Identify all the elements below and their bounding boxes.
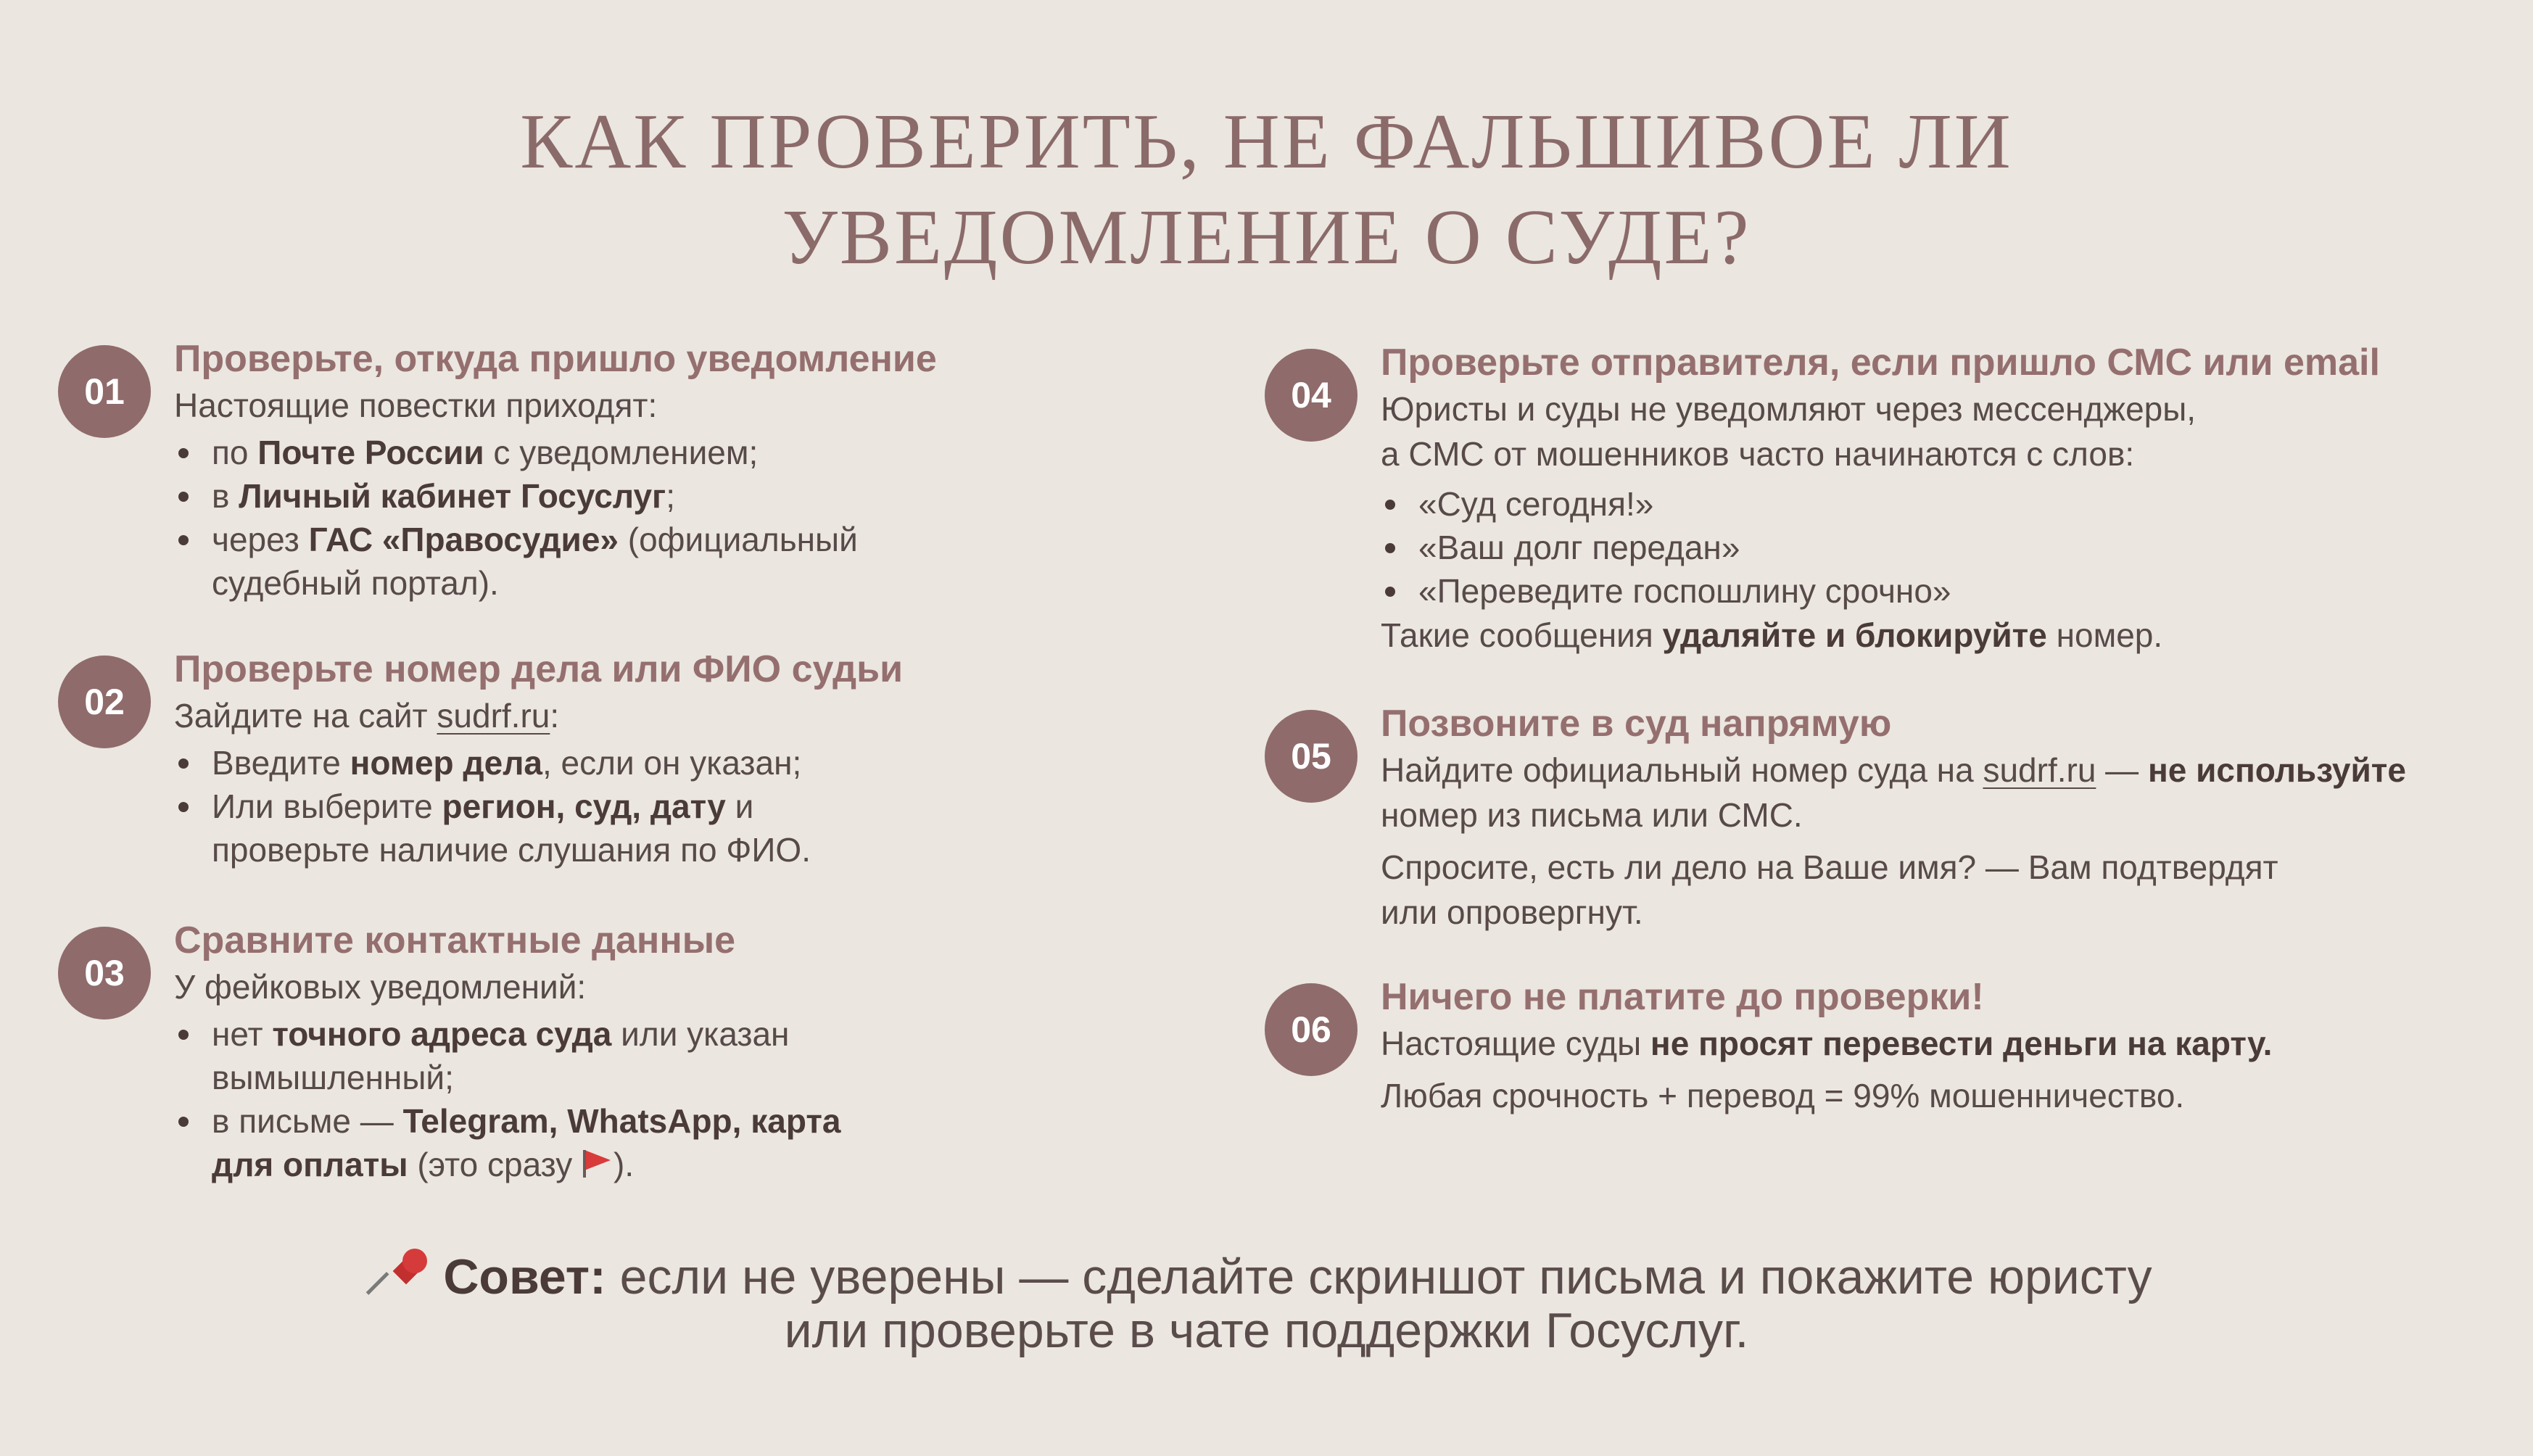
step-text-line: Настоящие суды не просят перевести деньги на карту.: [1381, 1025, 2273, 1062]
step-heading: Сравните контактные данные: [174, 919, 736, 961]
step-text-line: Найдите официальный номер суда на sudrf.ru — не используйте: [1381, 751, 2406, 789]
step-heading: Проверьте, откуда пришло уведомление: [174, 338, 937, 380]
step-text-line: а СМС от мошенников часто начинаются с слов:: [1381, 435, 2135, 473]
red-flag-icon: [582, 1149, 613, 1178]
bullet-list: [1381, 482, 2380, 613]
list-item: по Почте России с уведомлением;: [174, 431, 937, 474]
step-number-badge: 03: [58, 927, 151, 1019]
step-number-badge: 04: [1265, 349, 1358, 442]
list-item: Или выберите регион, суд, дату и проверьте наличие слушания по ФИО.: [174, 785, 903, 872]
step-text-line: Спросите, есть ли дело на Ваше имя? — Вам подтвердят: [1381, 848, 2278, 886]
bullet-list: [174, 741, 903, 872]
tip-line-2: или проверьте в чате поддержки Госуслуг.: [784, 1303, 1749, 1358]
step-content: [1381, 973, 2272, 1118]
sudrf-link[interactable]: sudrf.ru: [1983, 751, 2096, 789]
step-number-badge: 05: [1265, 710, 1358, 803]
step-heading: Проверьте номер дела или ФИО судьи: [174, 648, 904, 690]
step-text-line: Любая срочность + перевод = 99% мошенничество.: [1381, 1077, 2185, 1114]
step-content: [1381, 339, 2380, 658]
step-number-badge: 01: [58, 345, 151, 438]
list-item: «Ваш долг передан»: [1381, 526, 2380, 569]
tip-line-1: Совет: если не уверены — сделайте скриншот письма и покажите юристу: [0, 1246, 2533, 1304]
step-content: [1381, 700, 2406, 935]
step-heading: Позвоните в суд напрямую: [1381, 703, 1892, 745]
tip-block: [0, 1246, 2533, 1357]
step-content: [174, 335, 937, 605]
tip-label: Совет:: [443, 1249, 606, 1304]
step-intro: Зайдите на сайт sudrf.ru:: [174, 697, 560, 735]
page-title-line-2: УВЕДОМЛЕНИЕ О СУДЕ?: [782, 194, 1751, 281]
sudrf-link[interactable]: sudrf.ru: [437, 697, 550, 735]
step-heading: Ничего не платите до проверки!: [1381, 976, 1984, 1018]
step-intro: Настоящие повестки приходят:: [174, 386, 658, 424]
step-intro: У фейковых уведомлений:: [174, 968, 587, 1006]
bullet-list: [174, 431, 937, 605]
step-heading: Проверьте отправителя, если пришло СМС или email: [1381, 342, 2380, 384]
step-content: [174, 917, 840, 1186]
page-title: [0, 94, 2533, 286]
step-text-line: Юристы и суды не уведомляют через мессенджеры,: [1381, 390, 2197, 428]
step-number-badge: 06: [1265, 983, 1358, 1076]
list-item: в Личный кабинет Госуслуг;: [174, 474, 937, 518]
list-item: в письме — Telegram, WhatsApp, карта для оплаты (это сразу ).: [174, 1099, 840, 1186]
list-item: Введите номер дела, если он указан;: [174, 741, 903, 785]
bullet-list: [174, 1012, 840, 1186]
list-item: нет точного адреса суда или указан вымышленный;: [174, 1012, 840, 1099]
step-number-badge: 02: [58, 655, 151, 748]
page-title-line-1: КАК ПРОВЕРИТЬ, НЕ ФАЛЬШИВОЕ ЛИ: [520, 99, 2013, 185]
step-text-line: номер из письма или СМС.: [1381, 796, 1803, 834]
list-item: через ГАС «Правосудие» (официальный судебный портал).: [174, 518, 937, 605]
step-outro: Такие сообщения удаляйте и блокируйте номер.: [1381, 616, 2163, 654]
pushpin-icon: [381, 1246, 433, 1298]
list-item: «Суд сегодня!»: [1381, 482, 2380, 526]
step-content: [174, 645, 903, 872]
list-item: «Переведите госпошлину срочно»: [1381, 569, 2380, 613]
step-text-line: или опровергнут.: [1381, 893, 1643, 931]
